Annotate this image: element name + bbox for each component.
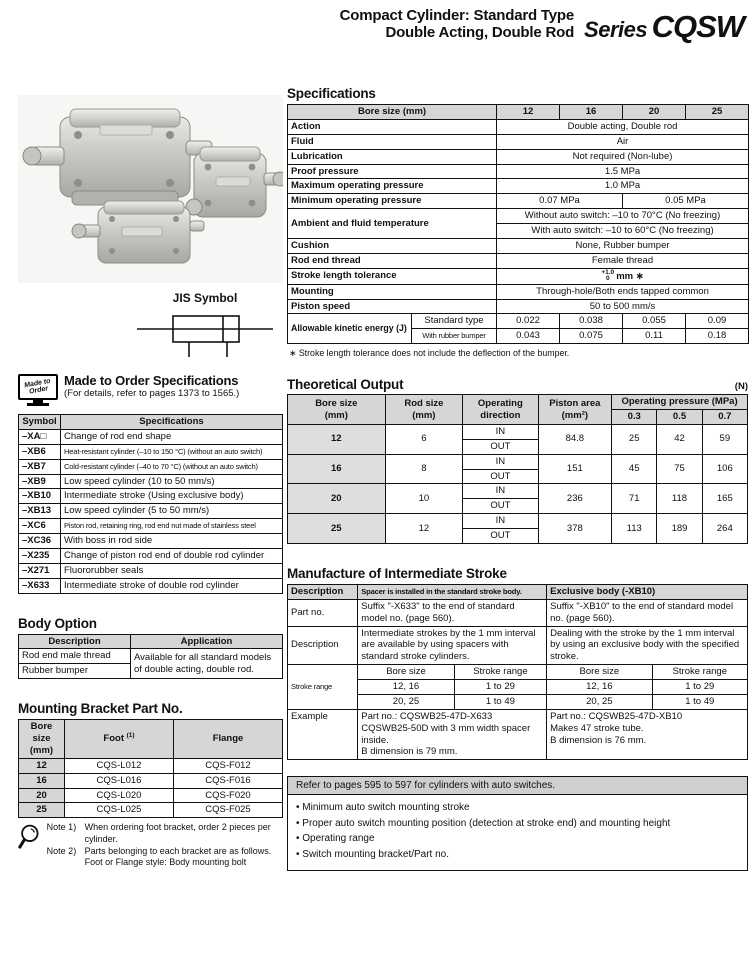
table-row: OUT [288, 439, 748, 454]
mto-col-symbol: Symbol [19, 415, 61, 430]
table-row: 20 CQS-L020 CQS-F020 [19, 788, 283, 803]
th-direction: Operating direction [463, 395, 538, 425]
table-row: –XB10 Intermediate stroke (Using exclusive body) [19, 489, 283, 504]
auto-switch-box-body [288, 795, 747, 870]
th-bore: Bore size (mm) [288, 395, 386, 425]
theoretical-table: Bore size (mm) Rod size (mm) Operating direction Piston area (mm²) Operating pressure (MPa) 0.3 0.5 0.7 12 6 IN 84.8 25 42 59 OUT 16 8 IN 151 45 75 106 OUT 20 10 IN 236 71 118 165 OUT 25 12 IN 378 113 189 264 OUT [287, 394, 748, 544]
body-option-col-desc: Description [19, 634, 131, 649]
list-item: • Minimum auto switch mounting stroke [296, 800, 739, 816]
table-row: Lubrication Not required (Non-lube) [288, 149, 749, 164]
table-row: Minimum operating pressure 0.07 MPa 0.05 MPa [288, 194, 749, 209]
bracket-title: Mounting Bracket Part No. [18, 701, 183, 717]
cylinder-photo-illustration [18, 95, 283, 283]
table-row: Example Part no.: CQSWB25-47D-X633 CQSWB25-50D with 3 mm width spacer inside. B dimension is 79 mm. Part no.: CQSWB25-47D-XB10 Makes 47 stroke tube. B dimension is 76 mm. [288, 709, 748, 760]
table-row: Maximum operating pressure 1.0 MPa [288, 179, 749, 194]
table-row: 12 CQS-L012 CQS-F012 [19, 758, 283, 773]
table-row: 12 6 IN 84.8 25 42 59 [288, 424, 748, 439]
list-item: • Operating range [296, 831, 739, 847]
bracket-col-bore: Bore size (mm) [19, 720, 65, 759]
table-row: Stroke length tolerance +1.0 0 mm ∗ [288, 268, 749, 284]
note2b-text: Foot or Flange style: Body mounting bolt [84, 857, 247, 868]
table-row: 25 12 IN 378 113 189 264 [288, 514, 748, 529]
specs-title: Specifications [287, 86, 376, 101]
made-to-order-subtitle: (For details, refer to pages 1373 to 1565.) [64, 388, 240, 400]
table-row: Proof pressure 1.5 MPa [288, 164, 749, 179]
table-row: Ambient and fluid temperature Without auto switch: –10 to 70°C (No freezing) [288, 209, 749, 224]
bracket-notes [18, 822, 283, 869]
series-name: CQSW [651, 8, 744, 44]
table-row: Action Double acting, Double rod [288, 119, 749, 134]
table-row: OUT [288, 529, 748, 544]
table-row: Cushion None, Rubber bumper [288, 238, 749, 253]
table-row: With auto switch: –10 to 60°C (No freezing) [288, 224, 749, 239]
table-row: 20 10 IN 236 71 118 165 [288, 484, 748, 499]
title-line1: Compact Cylinder: Standard Type [339, 7, 575, 24]
table-row: –XC6 Piston rod, retaining ring, rod end nut made of stainless steel [19, 519, 283, 534]
body-option-title: Body Option [18, 615, 97, 631]
page-title [340, 8, 574, 42]
table-row: 20, 25 1 to 49 20, 25 1 to 49 [288, 694, 748, 709]
jis-symbol-icon [135, 307, 275, 359]
table-row: –XB13 Low speed cylinder (5 to 50 mm/s) [19, 504, 283, 519]
table-row: –XA□ Change of rod end shape [19, 429, 283, 444]
product-photo [18, 95, 283, 283]
table-row: 16 8 IN 151 45 75 106 [288, 454, 748, 469]
table-row: Stroke range Bore size Stroke range Bore size Stroke range [288, 665, 748, 680]
table-row: Rod end thread Female thread [288, 253, 749, 268]
theoretical-title: Theoretical Output [287, 377, 404, 393]
series-title [584, 8, 744, 44]
series-word: Series [584, 16, 648, 42]
table-row: Mounting Through-hole/Both ends tapped common [288, 284, 749, 299]
int-col-desc: Description [288, 584, 358, 599]
table-row: –XB7 Cold-resistant cylinder (–40 to 70 °C) (without an auto switch) [19, 459, 283, 474]
table-row: –X633 Intermediate stroke of double rod cylinder [19, 578, 283, 593]
note1-label: Note 1) [46, 822, 77, 833]
specs-header-label: Bore size (mm) [288, 105, 497, 120]
table-row: 25 CQS-L025 CQS-F025 [19, 803, 283, 818]
specs-table: Bore size (mm) 12 16 20 25 Action Double acting, Double rod Fluid Air Lubrication Not required (Non-lube) Proof pressure 1.5 MPa Maximum operating pressure 1.0 MPa Minimum operating pressure 0.07 MPa 0.05 MPa Ambient and fluid temperature Without auto switch: –10 to 70°C (No freezing) With auto switch: –10 to 60°C (No freezing) Cushion None, Rubber bumper Rod end thread Female thread Stroke length tolerance +1.0 0 mm ∗ Mounting Through-hole/Both ends tapped common Piston speed 50 to 500 mm/s Allowable kinetic energy (J) Standard type 0.022 0.038 0.055 0.09 With rubber bumper 0.043 0.075 0.11 0.18 [287, 104, 749, 344]
body-option-application: Available for all standard models of double acting, double rod. [131, 649, 283, 679]
made-to-order-icon-text: Made to Order [23, 377, 52, 396]
specs-footnote: ∗ Stroke length tolerance does not include the deflection of the bumper. [289, 348, 570, 359]
int-example-exclusive: Part no.: CQSWB25-47D-XB10 Makes 47 stroke tube. B dimension is 76 mm. [547, 709, 748, 760]
note2-text: Parts belonging to each bracket are as follows. [84, 845, 272, 856]
list-item: • Switch mounting bracket/Part no. [296, 847, 739, 863]
int-col-exclusive: Exclusive body (-XB10) [547, 584, 748, 599]
table-row: Rod end male thread Available for all standard models of double acting, double rod. [19, 649, 283, 664]
right-column [287, 86, 748, 871]
jis-symbol-block [130, 291, 280, 364]
table-row: Part no. Suffix "-X633" to the end of standard model no. (page 560). Suffix "-XB10" to the end of standard model no. (page 560). [288, 599, 748, 626]
table-row: With rubber bumper 0.043 0.075 0.11 0.18 [288, 329, 749, 344]
bracket-col-foot: Foot $^{(1)}$ [65, 720, 174, 759]
theoretical-unit: (N) [734, 381, 748, 393]
intermediate-title: Manufacture of Intermediate Stroke [287, 565, 507, 581]
note1-text: When ordering foot bracket, order 2 pieces per cylinder. [84, 822, 271, 844]
int-col-spacer: Spacer is installed in the standard stroke body. [358, 584, 547, 599]
th-rod: Rod size (mm) [385, 395, 463, 425]
table-row: 16 CQS-L016 CQS-F016 [19, 773, 283, 788]
table-row: OUT [288, 469, 748, 484]
th-area: Piston area (mm²) [538, 395, 611, 425]
stroke-tolerance-value: +1.0 0 mm ∗ [497, 268, 749, 284]
body-option-table [18, 634, 283, 680]
page-header [0, 8, 744, 42]
made-to-order-table [18, 414, 283, 594]
body-option-col-app: Application [131, 634, 283, 649]
title-line2: Double Acting, Double Rod [385, 23, 575, 41]
list-item: • Proper auto switch mounting position (detection at stroke end) and mounting height [296, 816, 739, 832]
table-row: Piston speed 50 to 500 mm/s [288, 299, 749, 314]
mto-col-spec: Specifications [61, 415, 283, 430]
th-pressure: Operating pressure (MPa) [612, 395, 748, 410]
left-column [18, 95, 283, 869]
made-to-order-header [18, 374, 283, 408]
magnifier-icon [18, 822, 42, 852]
note2-label: Note 2) [46, 845, 77, 856]
auto-switch-box-header: Refer to pages 595 to 597 for cylinders with auto switches. [288, 777, 747, 795]
table-row: –XB9 Low speed cylinder (10 to 50 mm/s) [19, 474, 283, 489]
bracket-table [18, 719, 283, 818]
table-row: OUT [288, 499, 748, 514]
table-row: 12, 16 1 to 29 12, 16 1 to 29 [288, 680, 748, 695]
bracket-col-flange: Flange [174, 720, 283, 759]
table-row: Allowable kinetic energy (J) Standard type 0.022 0.038 0.055 0.09 [288, 314, 749, 329]
int-example-spacer: Part no.: CQSWB25-47D-X633 CQSWB25-50D with 3 mm width spacer inside. B dimension is 79 mm. [358, 709, 547, 760]
intermediate-table [287, 584, 748, 760]
table-row: Fluid Air [288, 134, 749, 149]
made-to-order-icon [18, 374, 58, 408]
jis-symbol-label: JIS Symbol [172, 291, 238, 305]
table-row: –XB6 Heat-resistant cylinder (–10 to 150 °C) (without an auto switch) [19, 444, 283, 459]
table-row: –X235 Change of piston rod end of double rod cylinder [19, 548, 283, 563]
table-row: –XC36 With boss in rod side [19, 534, 283, 549]
auto-switch-box [287, 776, 748, 871]
table-row: Description Intermediate strokes by the 1 mm interval are available by using spacers with standard stroke cylinders. Dealing with the stroke by the 1 mm interval by using an exclusive body with the specified stroke. [288, 626, 748, 665]
table-row: Rubber bumper [19, 664, 283, 679]
made-to-order-title: Made to Order Specifications [64, 373, 239, 388]
table-row: –X271 Fluororubber seals [19, 563, 283, 578]
